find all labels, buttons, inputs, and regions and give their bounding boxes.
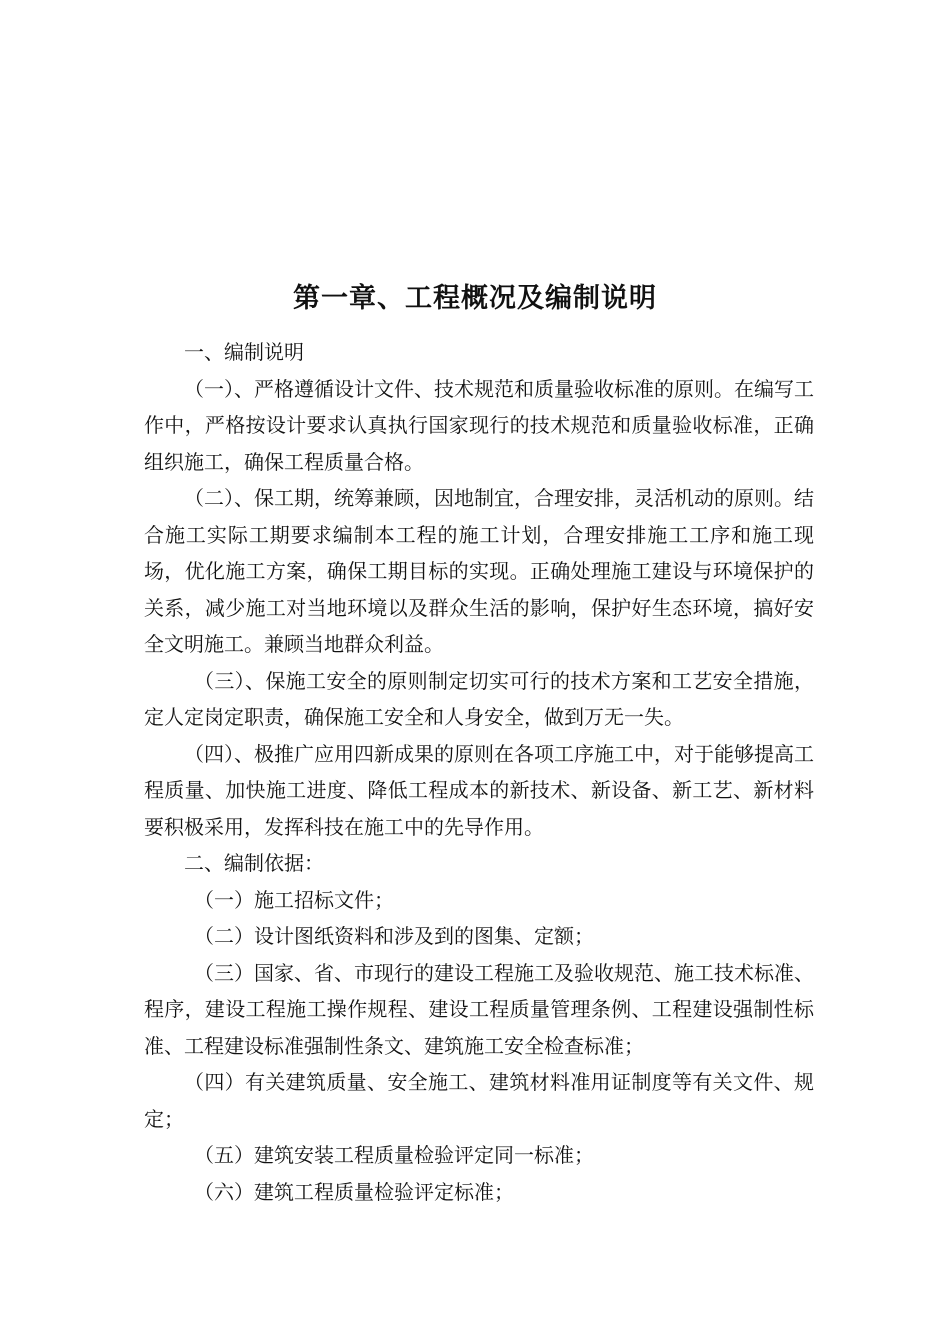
document-body [144,334,814,1210]
basis-item-4: （四）有关建筑质量、安全施工、建筑材料准用证制度等有关文件、规定； [144,1070,814,1131]
basis-item-2: （二）设计图纸资料和涉及到的图集、定额； [194,924,594,948]
paragraph-principle-1: （一）、严格遵循设计文件、技术规范和质量验收标准的原则。在编写工作中，严格按设计要求认真执行国家现行的技术规范和质量验收标准，正确组织施工，确保工程质量合格。 [144,376,814,474]
basis-item-6: （六）建筑工程质量检验评定标准； [194,1179,514,1204]
paragraph-principle-3: （三）、保施工安全的原则制定切实可行的技术方案和工艺安全措施，定人定岗定职责，确保施工安全和人身安全，做到万无一失。 [144,668,814,729]
paragraph-principle-4: （四）、极推广应用四新成果的原则在各项工序施工中，对于能够提高工程质量、加快施工进度、降低工程成本的新技术、新设备、新工艺、新材料要积极采用，发挥科技在施工中的先导作用。 [144,741,814,839]
chapter-title: 第一章、工程概况及编制说明 [293,283,657,314]
basis-item-3: （三）国家、省、市现行的建设工程施工及验收规范、施工技术标准、程序，建设工程施工操作规程、建设工程质量管理条例、工程建设强制性标准、工程建设标准强制性条文、建筑施工安全检查标准； [144,960,814,1058]
section-heading-compilation-basis: 二、编制依据： [184,851,324,875]
basis-item-5: （五）建筑安装工程质量检验评定同一标准； [194,1143,594,1167]
section-heading-compilation-notes: 一、编制说明 [184,340,304,364]
basis-item-1: （一）施工招标文件； [194,887,394,912]
paragraph-principle-2: （二）、保工期，统筹兼顾，因地制宜，合理安排，灵活机动的原则。结合施工实际工期要求编制本工程的施工计划，合理安排施工工序和施工现场，优化施工方案，确保工期目标的实现。正确处理施工建设与环境保护的关系，减少施工对当地环境以及群众生活的影响，保护好生态环境，搞好安全文明施工。兼顾当地群众利益。 [144,486,814,656]
